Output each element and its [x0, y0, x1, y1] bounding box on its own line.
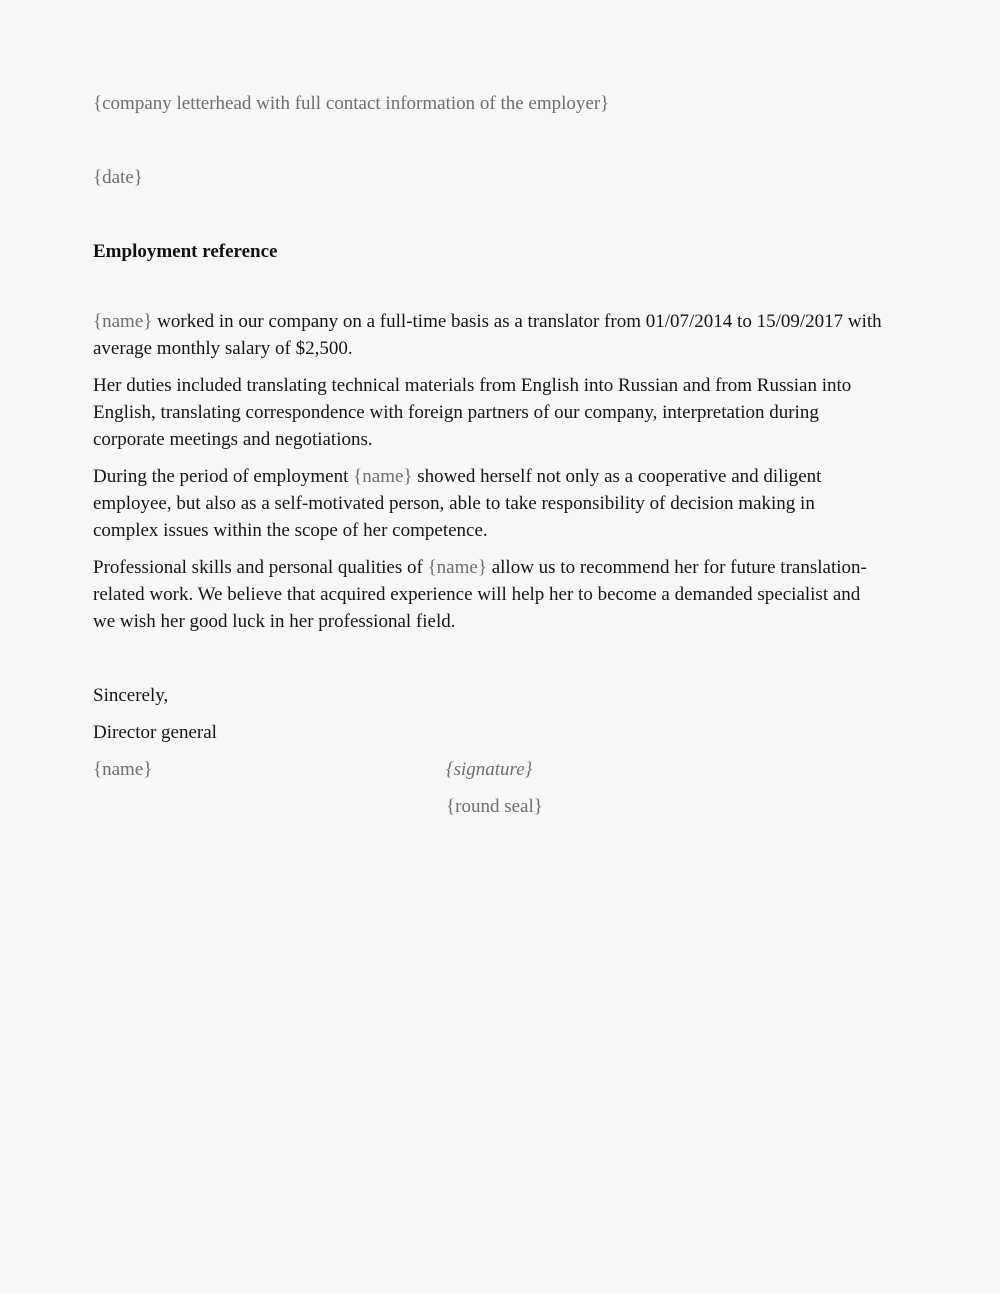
paragraph-3-line-2: employee, but also as a self-motivated person, able to take responsibility of decision making in: [93, 493, 815, 514]
round-seal-placeholder: {round seal}: [446, 796, 543, 817]
paragraph-4-line-3: we wish her good luck in her professional field.: [93, 611, 456, 632]
signature-placeholder: {signature}: [446, 759, 533, 780]
closing-position: Director general: [93, 722, 217, 743]
paragraph-2-line-3: corporate meetings and negotiations.: [93, 429, 373, 450]
paragraph-3-text-after: showed herself not only as a cooperative and diligent: [412, 466, 822, 487]
paragraph-1-line-1: [93, 308, 882, 335]
name-placeholder: {name}: [93, 311, 153, 332]
paragraph-1-line-2: average monthly salary of $2,500.: [93, 338, 353, 359]
paragraph-3-line-1: [93, 463, 821, 490]
paragraph-4-line-1: [93, 554, 867, 581]
closing-sincerely: Sincerely,: [93, 685, 169, 706]
document-title: Employment reference: [93, 241, 278, 262]
paragraph-3-text-before: During the period of employment: [93, 466, 354, 487]
paragraph-4-line-2: related work. We believe that acquired experience will help her to become a demanded specialist and: [93, 584, 861, 605]
paragraph-1-text: worked in our company on a full-time basis as a translator from 01/07/2014 to 15/09/2017 with: [152, 311, 882, 332]
paragraph-4-text-before: Professional skills and personal qualities of: [93, 557, 428, 578]
date-placeholder: {date}: [93, 167, 143, 188]
name-placeholder: {name}: [427, 557, 487, 578]
signatory-name-placeholder: {name}: [93, 759, 153, 780]
letterhead-placeholder: {company letterhead with full contact information of the employer}: [93, 93, 610, 114]
paragraph-2-line-1: Her duties included translating technical materials from English into Russian and from Russian into: [93, 375, 852, 396]
paragraph-3-line-3: complex issues within the scope of her competence.: [93, 520, 488, 541]
name-placeholder: {name}: [353, 466, 413, 487]
paragraph-4-text-after: allow us to recommend her for future translation-: [486, 557, 867, 578]
paragraph-2-line-2: English, translating correspondence with foreign partners of our company, interpretation during: [93, 402, 819, 423]
